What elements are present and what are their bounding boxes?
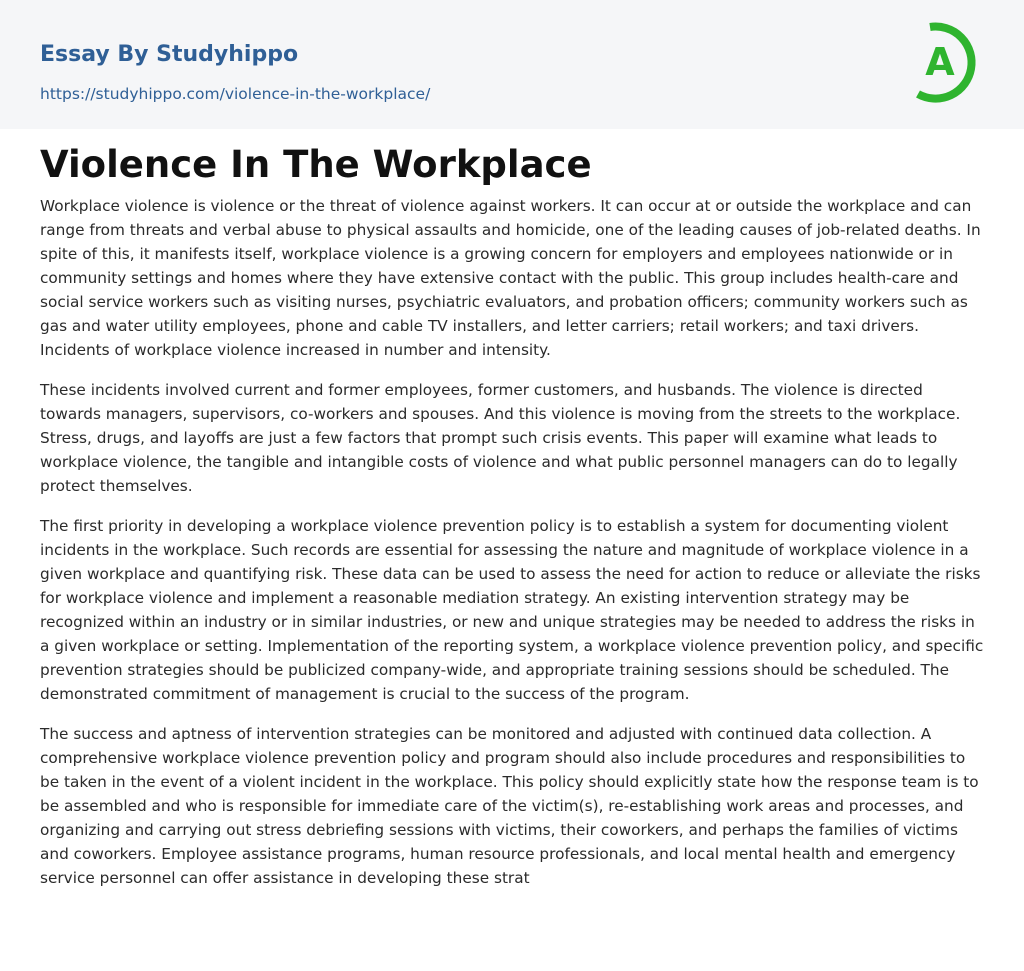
article-paragraph: The first priority in developing a workplace violence prevention policy is to establish a system for documenting violent incidents in the workplace. Such records are essential for assessing the nature and magnitude of workplace violence in a given workplace and quantifying risk. These data can be used to assess the need for action to reduce or alleviate the risks for workplace violence and implement a reasonable mediation strategy. An existing intervention strategy may be recognized within an industry or in similar industries, or new and unique strategies may be needed to address the risks in a given workplace or setting. Implementation of the reporting system, a workplace violence prevention policy, and specific prevention strategies should be publicized company-wide, and appropriate training sessions should be scheduled. The demonstrated commitment of management is crucial to the success of the program. bbox=[40, 517, 984, 703]
article-paragraph: Workplace violence is violence or the threat of violence against workers. It can occur at or outside the workplace and can range from threats and verbal abuse to physical assaults and homicide, one of the leading causes of job-related deaths. In spite of this, it manifests itself, workplace violence is a growing concern for employers and employees nationwide or in community settings and homes where they have extensive contact with the public. This group includes health-care and social service workers such as visiting nurses, psychiatric evaluators, and probation officers; community workers such as gas and water utility employees, phone and cable TV installers, and letter carriers; retail workers; and taxi drivers. Incidents of workplace violence increased in number and intensity. bbox=[40, 197, 981, 359]
article-paragraph: These incidents involved current and former employees, former customers, and husbands. The violence is directed towards managers, supervisors, co-workers and spouses. And this violence is moving from the streets to the workplace. Stress, drugs, and layoffs are just a few factors that prompt such crisis events. This paper will examine what leads to workplace violence, the tangible and intangible costs of violence and what public personnel managers can do to legally protect themselves. bbox=[40, 381, 961, 495]
logo-letter: A bbox=[925, 40, 955, 84]
site-header bbox=[0, 0, 1024, 129]
article-title: Violence In The Workplace bbox=[40, 143, 592, 186]
studyhippo-logo-icon[interactable] bbox=[904, 18, 988, 106]
article-paragraph: The success and aptness of intervention strategies can be monitored and adjusted with continued data collection. A comprehensive workplace violence prevention policy and program should also include procedures and responsibilities to be taken in the event of a violent incident in the workplace. This policy should explicitly state how the response team is to be assembled and who is responsible for immediate care of the victim(s), re-establishing work areas and processes, and organizing and carrying out stress debriefing sessions with victims, their coworkers, and perhaps the families of victims and coworkers. Employee assistance programs, human resource professionals, and local mental health and emergency service personnel can offer assistance in developing these strat bbox=[40, 725, 979, 887]
article-body bbox=[40, 194, 986, 906]
brand-title[interactable]: Essay By Studyhippo bbox=[40, 42, 299, 67]
page-url-link[interactable]: https://studyhippo.com/violence-in-the-workplace/ bbox=[40, 85, 431, 103]
